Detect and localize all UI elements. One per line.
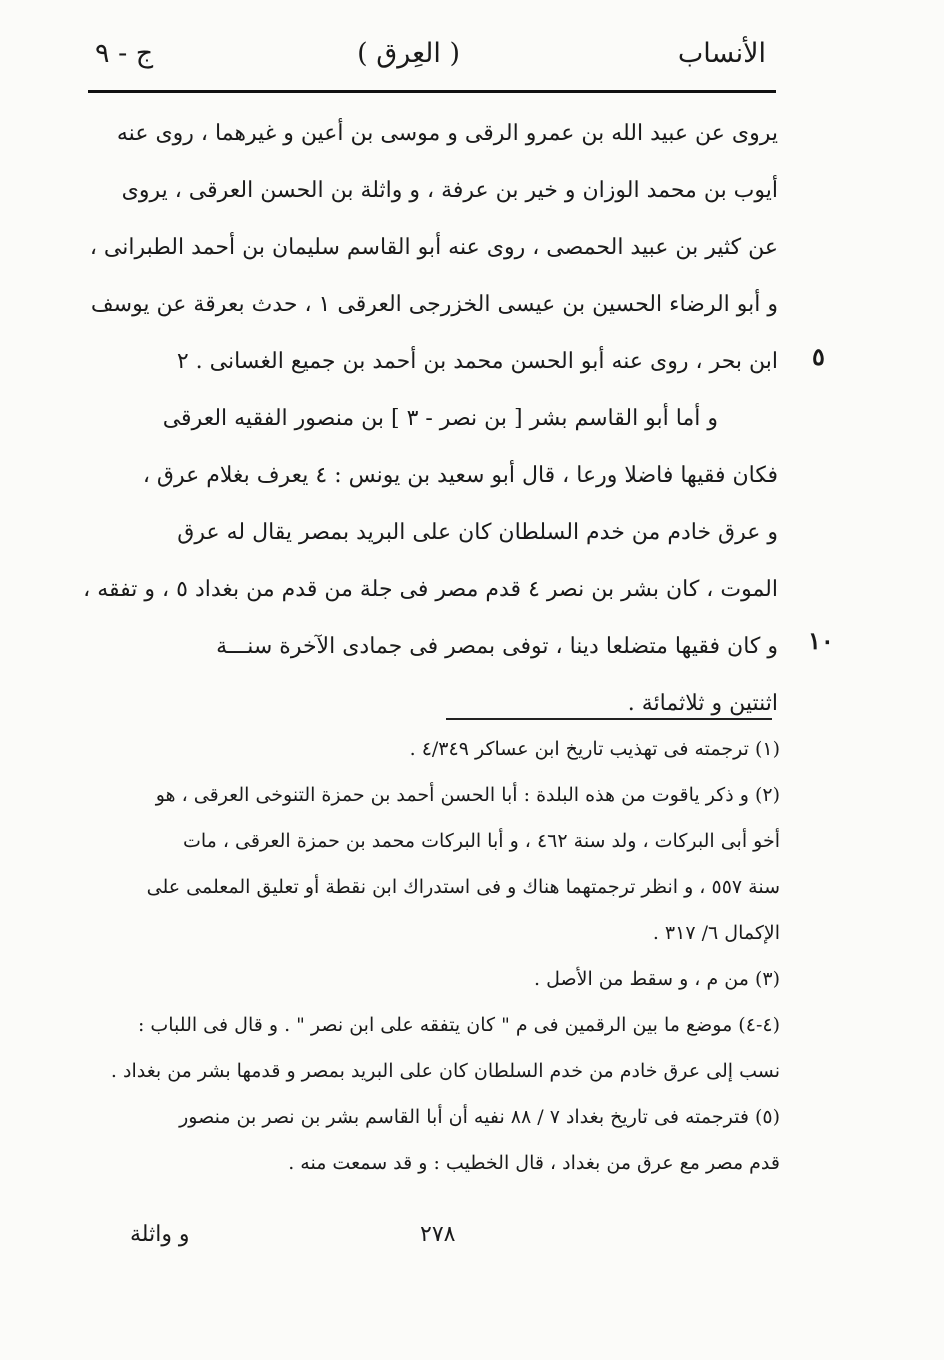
footnote-line: قدم مصر مع عرق من بغداد ، قال الخطيب : و قد سمعت منه . (288, 1152, 780, 1174)
footnote-line: (٤-٤) موضع ما بين الرقمين فى م " كان يتفقه على ابن نصر " . و قال فى اللباب : (137, 1014, 780, 1036)
body-text (83, 105, 778, 732)
header-rule (88, 90, 776, 93)
footnote-line: (٥) فترجمته فى تاريخ بغداد ٧ / ٨٨ نفيه أن أبا القاسم بشر بن نصر بن منصور (179, 1106, 780, 1128)
margin-line-number: ٥ (812, 342, 825, 371)
catchword: و واثلة (130, 1222, 190, 1247)
footnote-line: نسب إلى عرق خادم من خدم السلطان كان على البريد بمصر و قدمها بشر من بغداد . (110, 1060, 780, 1082)
footnotes (100, 726, 780, 1186)
header-volume: ج - ٩ (95, 38, 154, 69)
body-line: عن كثير بن عبيد الحمصى ، روى عنه أبو القاسم سليمان بن أحمد الطبرانى ، (89, 235, 778, 260)
body-line: و عرق خادم من خدم السلطان كان على البريد بمصر يقال له عرق (177, 520, 778, 545)
body-line: يروى عن عبيد الله بن عمرو الرقى و موسى بن أعين و غيرهما ، روى عنه (116, 121, 778, 146)
footnote-line: (٣) من م ، و سقط من الأصل . (534, 968, 780, 990)
footnote-line: الإكمال ٦/ ٣١٧ . (652, 922, 780, 944)
body-line: الموت ، كان بشر بن نصر ٤ قدم مصر فى جلة من قدم من بغداد ٥ ، و تفقه ، (83, 577, 778, 602)
body-line: اثنتين و ثلاثمائة . (627, 691, 778, 716)
body-line: و كان فقيها متضلعا دينا ، توفى بمصر فى جمادى الآخرة سنـــة (216, 634, 778, 659)
header-section-title: ( العِرق ) (357, 38, 460, 69)
footnote-rule (446, 718, 772, 720)
body-line: ابن بحر ، روى عنه أبو الحسن محمد بن أحمد بن جميع الغسانى . ٢ (176, 349, 778, 374)
footnote-line: (١) ترجمته فى تهذيب تاريخ ابن عساكر ٤/٣٤٩ . (409, 738, 780, 760)
body-line: أيوب بن محمد الوزان و خير بن عرفة ، و واثلة بن الحسن العرقى ، يروى (121, 178, 778, 203)
footnote-line: أخو أبى البركات ، ولد سنة ٤٦٢ ، و أبا البركات محمد بن حمزة العرقى ، مات (182, 830, 780, 852)
margin-line-number: ١٠ (808, 626, 834, 655)
body-line: و أما أبو القاسم بشر [ بن نصر - ٣ ] بن منصور الفقيه العرقى (162, 406, 718, 431)
page-number: ٢٧٨ (420, 1222, 456, 1247)
footnote-line: (٢) و ذكر ياقوت من هذه البلدة : أبا الحسن أحمد بن حمزة التنوخى العرقى ، هو (155, 784, 780, 806)
body-line: فكان فقيها فاضلا ورعا ، قال أبو سعيد بن يونس : ٤ يعرف بغلام عرق ، (142, 463, 778, 488)
footnote-line: سنة ٥٥٧ ، و انظر ترجمتهما هناك و فى استدراك ابن نقطة أو تعليق المعلمى على (146, 876, 780, 898)
body-line: و أبو الرضاء الحسين بن عيسى الخزرجى العرقى ١ ، حدث بعرقة عن يوسف (90, 292, 778, 317)
header-book-name: الأنساب (677, 38, 766, 69)
